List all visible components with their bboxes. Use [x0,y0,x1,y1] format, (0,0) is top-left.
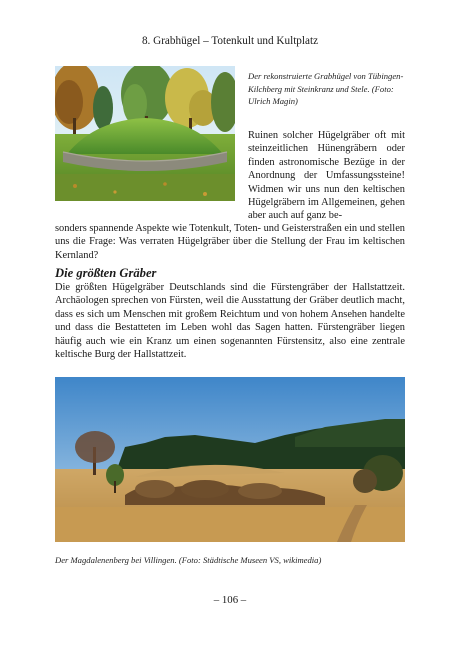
intro-paragraph: Ruinen solcher Hügelgräber oft mit steinzeitlichen Hünengräbern oder finden astronomische Bezüge in der Anordnung der Umfassungssteine! Widmen wir uns nun den keltischen Hügelgräbern im Allgemeinen, gehen aber auch auf ganz be- [248,130,405,222]
section-heading: Die größten Gräber [55,266,157,280]
figure2-caption: Der Magdalenenberg bei Villingen. (Foto: Städtische Museen VS, wikimedia) [55,555,322,565]
figure1-caption: Der rekonstruierte Grabhügel von Tübingen-Kilchberg mit Steinkranz und Stele. (Foto: Ulrich Magin) [248,71,404,107]
intro-paragraph-continued: sonders spannende Aspekte wie Totenkult, Toten- und Geisterstraßen ein und stellen uns die Frage: Was verraten Hügelgräber über die Stellung der Frau im keltischen Kernland? [55,223,405,261]
burial-mound-photo [55,66,235,201]
page-number: – 106 – [213,594,247,606]
running-title: 8. Grabhügel – Totenkult und Kultplatz [141,35,319,47]
magdalenenberg-photo [55,377,405,542]
section-body: Die größten Hügelgräber Deutschlands sind die Fürstengräber der Hallstattzeit. Archäologen sprechen von Fürsten, weil die Ausstattung der Gräber deutlich macht, dass es sich um Menschen mit großem Reichtum und von hohem Ansehen handelte und dass die Bestatteten im Leben wohl das Sagen hatten. Fürstengräber liegen häufig auch wie ein Kranz um einen sogenannten Fürstensitz, also eine zentrale keltische Burg der Hallstattzeit. [55,282,405,361]
